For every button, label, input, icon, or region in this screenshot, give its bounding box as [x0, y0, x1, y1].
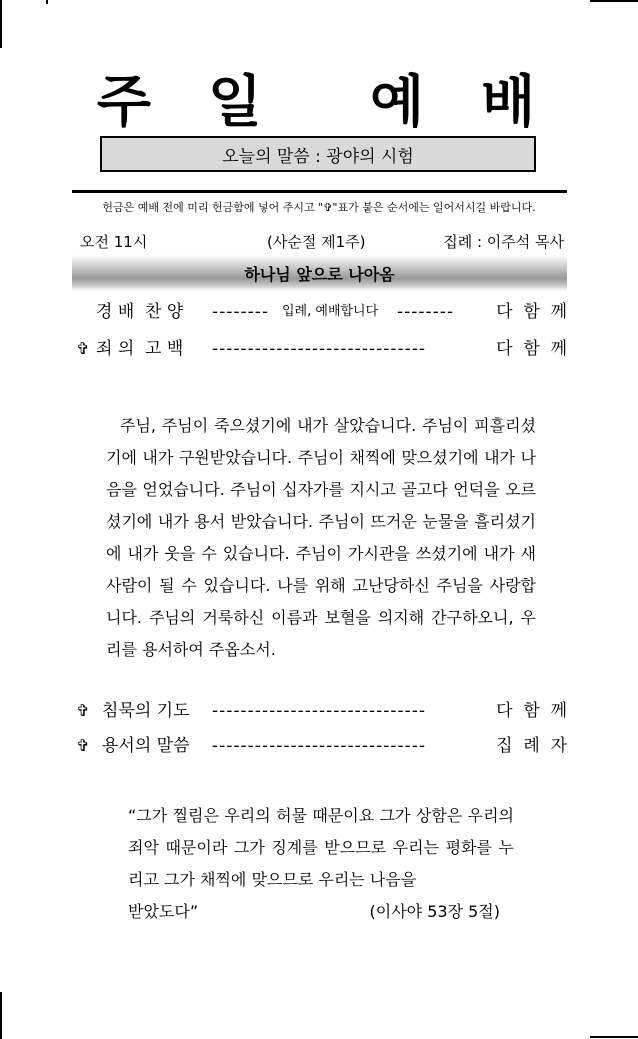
section-header — [72, 255, 567, 291]
service-info — [80, 232, 564, 252]
divider — [72, 190, 567, 193]
order-row — [72, 299, 567, 325]
crop-mark — [0, 0, 2, 48]
order-item: 침묵의 기도 — [102, 701, 190, 721]
order-participant: 집 례 자 — [496, 736, 567, 756]
cross-icon: ✞ — [76, 736, 90, 755]
crop-mark — [0, 992, 2, 1039]
sermon-title: 오늘의 말씀 : 광야의 시험 — [222, 146, 414, 167]
order-item: 용서의 말씀 — [102, 736, 190, 756]
order-item: 경 배 찬 양 — [96, 302, 184, 322]
sermon-title-box — [100, 136, 536, 172]
dash-leader: -------- — [212, 302, 270, 322]
order-row — [72, 733, 567, 759]
verse-end: 받았도다” — [128, 902, 199, 921]
verse-text: “그가 찔림은 우리의 허물 때문이요 그가 상함은 우리의 죄악 때문이라 그가 징계를 받으므로 우리는 평화를 누리고 그가 채찍에 맞으므로 우리는 나음을 — [128, 806, 514, 889]
dash-leader: ------------------------------ — [212, 736, 427, 756]
order-item: 죄 의 고 백 — [96, 339, 184, 359]
order-row — [72, 698, 567, 724]
liturgical-week: (사순절 제1주) — [267, 233, 366, 251]
cross-icon: ✞ — [76, 701, 90, 720]
verse-last-line — [128, 896, 500, 928]
dash-leader: ------------------------------ — [212, 339, 427, 359]
confession-prayer — [106, 410, 536, 666]
verse-reference: (이사야 53장 5절) — [369, 902, 500, 921]
crop-mark — [590, 0, 638, 2]
page-title: 주 일 예 배 — [96, 70, 542, 135]
dash-leader: -------- — [397, 302, 455, 322]
scripture-verse — [128, 800, 514, 928]
order-row — [72, 336, 567, 362]
order-participant: 다 함 께 — [496, 701, 567, 721]
cross-icon: ✞ — [76, 339, 90, 358]
service-time: 오전 11시 — [80, 233, 148, 251]
crop-mark — [590, 1036, 638, 1038]
order-detail: 입례, 예배합니다 — [282, 304, 379, 319]
order-participant: 다 함 께 — [496, 339, 567, 359]
section-title: 하나님 앞으로 나아옴 — [244, 264, 395, 284]
order-participant: 다 함 께 — [496, 302, 567, 322]
offering-notice: 헌금은 예배 전에 미리 헌금함에 넣어 주시고 "✞"표가 붙은 순서에는 일어서시길 바랍니다. — [102, 201, 536, 214]
officiant: 집례 : 이주석 목사 — [443, 233, 564, 251]
prayer-text: 주님, 주님이 죽으셨기에 내가 살았습니다. 주님이 피흘리셨기에 내가 구원받았습니다. 주님이 채찍에 맞으셨기에 내가 나음을 얻었습니다. 주님이 십자가를 지시고 골고다 언덕을 오르셨기에 내가 용서 받았습니다. 주님이 뜨거운 눈물을 흘리셨기에 내가 웃을 수 있습니다. 주님이 가시관을 쓰셨기에 내가 새사람이 될 수 있습니다. 나를 위해 고난당하신 주님을 사랑합니다. 주님의 거룩하신 이름과 보혈을 의지해 간구하오니, 우리를 용서하여 주옵소서. — [106, 416, 536, 659]
crop-mark — [46, 0, 48, 4]
dash-leader: ------------------------------ — [212, 701, 427, 721]
